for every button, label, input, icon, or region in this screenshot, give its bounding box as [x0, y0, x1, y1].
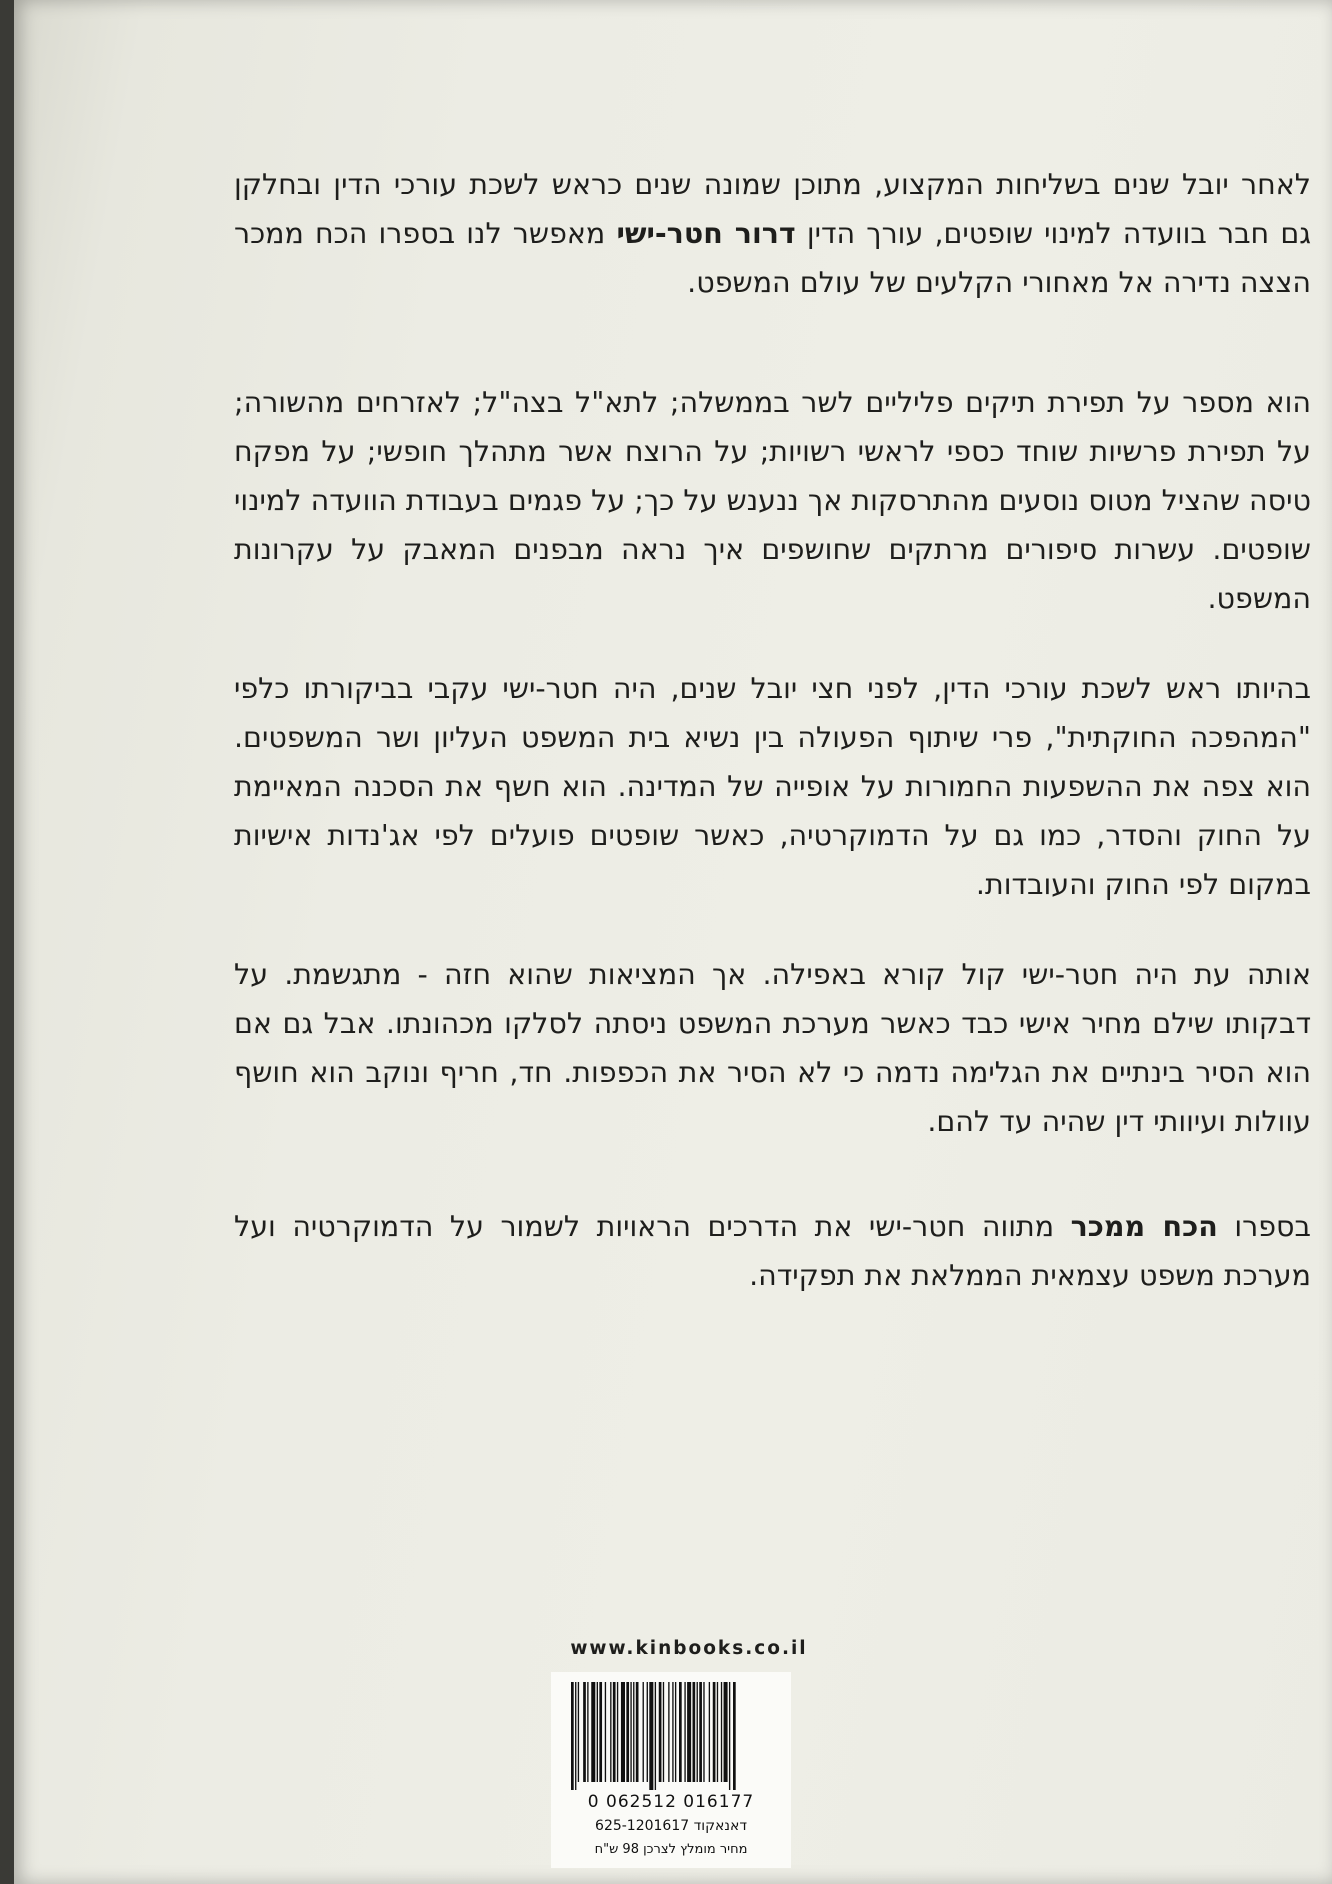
- barcode-bar: [709, 1682, 710, 1782]
- barcode-bar: [655, 1682, 656, 1790]
- p1-line-3: מאפשר לנו בספרו הכח ממכר הצצה נדירה אל מאחורי: [234, 217, 1311, 299]
- p1-line-2: לשכת עורכי הדין ובחלקן גם חבר בוועדה למינוי שופטים, עורך הדין: [234, 168, 1311, 250]
- p4-line-3: ניסתה לסלקו מכהונתו. אבל גם אם הוא הסיר בינתיים את הגלימה נדמה: [234, 1007, 1311, 1089]
- barcode-bar: [684, 1682, 685, 1782]
- blurb-paragraph-3: [234, 664, 1311, 909]
- barcode-bar: [724, 1682, 728, 1782]
- barcode-bar: [578, 1682, 579, 1782]
- p2-line-3: על הרוצח אשר מתהלך חופשי; על מפקח טיסה שהציל מטוס נוסעים: [234, 435, 1312, 517]
- recommended-price: מחיר מומלץ לצרכן 98 ש"ח: [594, 1842, 748, 1857]
- barcode-bar: [679, 1682, 682, 1782]
- barcode-bar: [703, 1682, 704, 1782]
- barcode-bar: [697, 1682, 698, 1782]
- barcode-bar: [733, 1682, 736, 1790]
- barcode-bar: [717, 1682, 718, 1782]
- p1-line-1: לאחר יובל שנים בשליחות המקצוע, מתוכן שמונה שנים כראש: [551, 168, 1311, 201]
- barcode-bar: [713, 1682, 716, 1782]
- p2-line-2: לאזרחים מהשורה; על תפירת פרשיות שוחד כספי לראשי רשויות;: [234, 386, 1312, 468]
- p2-line-1: הוא מספר על תפירת תיקים פליליים לשר בממשלה; לתא"ל בצה"ל;: [472, 386, 1311, 419]
- barcode-bar: [626, 1682, 629, 1782]
- blurb-paragraph-5: [234, 1202, 1311, 1300]
- p3-line-1: בהיותו ראש לשכת עורכי הדין, לפני חצי יובל שנים, היה חטר-ישי עקבי: [427, 672, 1312, 705]
- p5-line-1-rest: מתווה חטר-ישי את הדרכים הראויות לשמור על: [449, 1210, 1055, 1243]
- barcode-bar: [647, 1682, 648, 1782]
- p3-line-4: אופייה של המדינה. הוא חשף את הסכנה המאיימת על החוק והסדר,: [234, 770, 1312, 852]
- barcode-bar: [575, 1682, 576, 1790]
- barcode-bar: [610, 1682, 611, 1782]
- barcode-bar: [621, 1682, 625, 1782]
- p5-line-2: הדמוקרטיה ועל מערכת משפט עצמאית הממלאת את תפקידה.: [234, 1210, 1311, 1292]
- barcode-bar: [587, 1682, 588, 1782]
- barcode-bar: [659, 1682, 662, 1782]
- barcode-bar: [721, 1682, 722, 1782]
- barcode-digits: 0 062512 016177: [587, 1792, 755, 1812]
- barcode-bar: [617, 1682, 618, 1782]
- p4-line-1: אותה עת היה חטר-ישי קול קורא באפילה. אך המציאות שהוא חזה -: [417, 958, 1312, 991]
- barcode-bar: [571, 1682, 574, 1790]
- barcode-bar: [649, 1682, 653, 1790]
- blurb-paragraph-2: [234, 378, 1311, 623]
- barcode-bar: [591, 1682, 595, 1782]
- barcode-bar: [643, 1682, 644, 1782]
- p2-line-4: מהתרסקות אך ננענש על כך; על פגמים בעבודת הוועדה למינוי שופטים.: [234, 484, 1311, 566]
- p4-line-2: מתגשמת. על דבקותו שילם מחיר אישי כבד כאשר מערכת המשפט: [234, 958, 1311, 1040]
- barcode-bar: [633, 1682, 634, 1782]
- p1-line-4: הקלעים של עולם המשפט.: [687, 266, 1014, 299]
- barcode-bar: [636, 1682, 639, 1782]
- barcode-bar: [630, 1682, 631, 1782]
- p2-line-5: עשרות סיפורים מרתקים שחושפים איך נראה מבפנים המאבק על: [351, 533, 1196, 566]
- barcode-bar: [668, 1682, 669, 1782]
- barcode-icon: [567, 1682, 775, 1790]
- publisher-website: www.kinbooks.co.il: [570, 1638, 808, 1659]
- barcode-bar: [672, 1682, 673, 1782]
- p4-line-4: כי לא הסיר את הכפפות. חד, חריף ונוקב הוא חושף עוולות ועיוותי דין: [234, 1056, 1311, 1138]
- p3-line-5: כמו גם על הדמוקרטיה, כאשר שופטים פועלים לפי אג'נדות אישיות: [234, 819, 1082, 852]
- barcode-bar: [613, 1682, 616, 1782]
- barcode-bar: [599, 1682, 602, 1782]
- barcode-bar: [605, 1682, 606, 1782]
- p4-line-5: שהיה עד להם.: [927, 1105, 1106, 1138]
- barcode-bar: [729, 1682, 730, 1790]
- barcode-bar: [693, 1682, 696, 1782]
- barcode-bar: [663, 1682, 664, 1782]
- book-title: הכח ממכר: [1070, 1210, 1218, 1243]
- p3-line-6: במקום לפי החוק והעובדות.: [975, 868, 1311, 901]
- blurb-paragraph-1: [234, 160, 1311, 307]
- barcode-bar: [597, 1682, 598, 1782]
- p5-line-1-start: בספרו: [1234, 1210, 1311, 1243]
- author-name: דרור חטר-ישי: [616, 217, 796, 250]
- p3-line-2: בביקורתו כלפי "המהפכה החוקתית", פרי שיתוף הפעולה בין נשיא בית: [234, 672, 1311, 754]
- barcode-label: [551, 1672, 791, 1868]
- barcode-bar: [675, 1682, 676, 1782]
- p2-line-6: עקרונות המשפט.: [234, 533, 1311, 615]
- blurb-paragraph-4: [234, 950, 1311, 1146]
- barcode-bar: [699, 1682, 702, 1782]
- barcode-bar: [583, 1682, 586, 1782]
- barcode-bar: [687, 1682, 691, 1782]
- back-cover: [14, 0, 1332, 1884]
- danacode-number: דאנאקוד 625-1201617: [595, 1818, 747, 1834]
- p3-line-3: המשפט העליון ושר המשפטים. הוא צפה את ההשפעות החמורות על: [234, 721, 1312, 803]
